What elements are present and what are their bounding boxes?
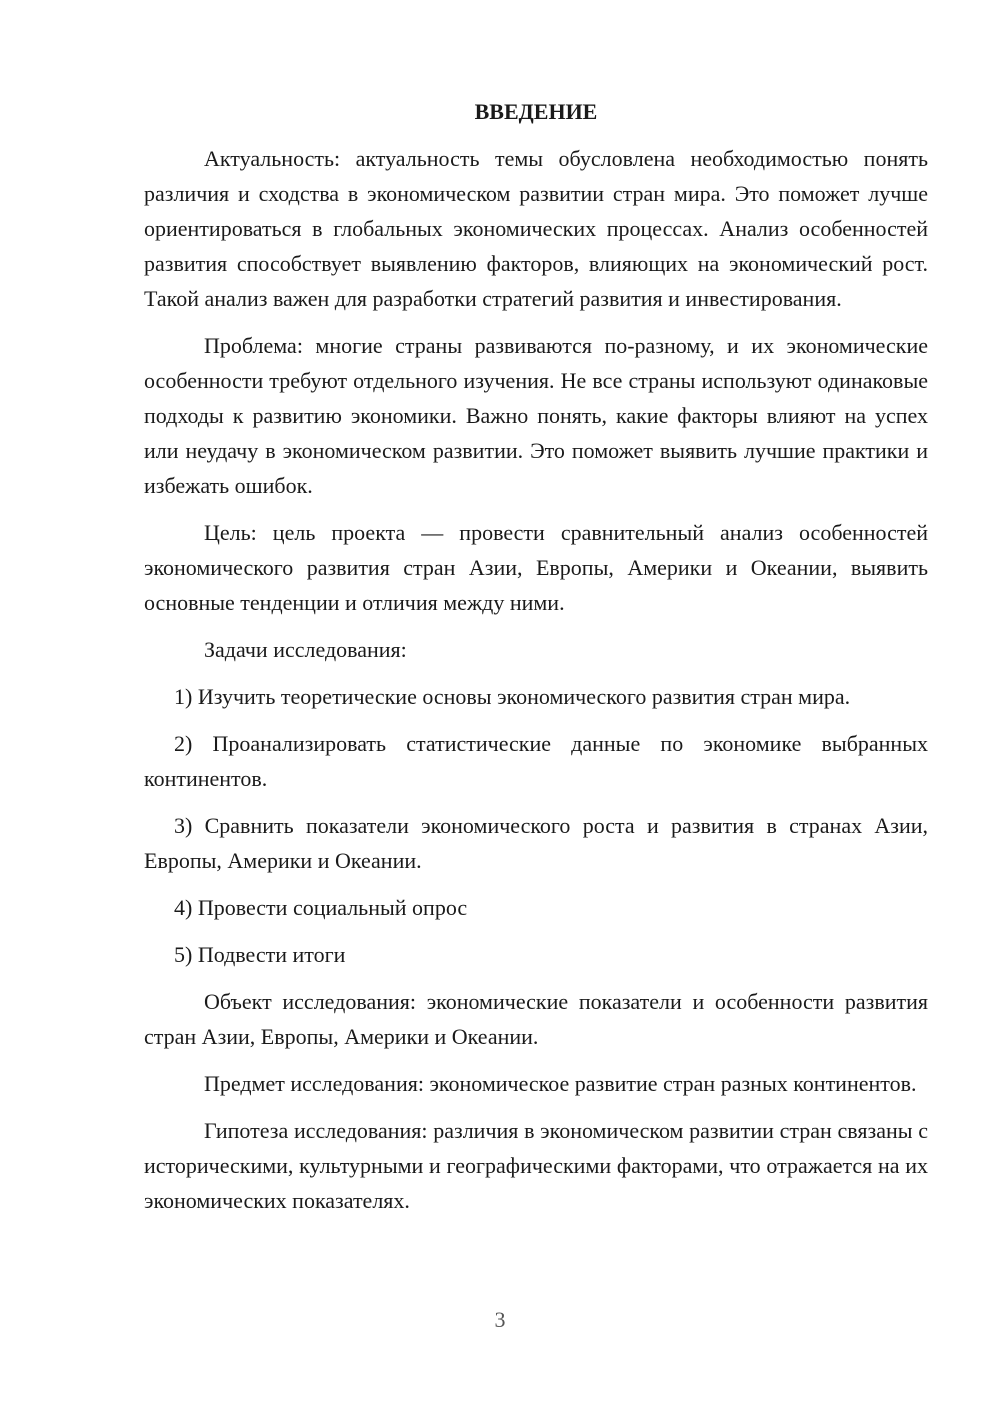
task-item-4: 4) Провести социальный опрос [174,895,468,920]
page-title: ВВЕДЕНИЕ [474,99,598,124]
page-number: 3 [494,1307,506,1332]
paragraph-goal: Цель: цель проекта — провести сравнительный анализ особенностей экономического развития стран Азии, Европы, Америки и Океании, выявить основные тенденции и отличия между ними. [144,520,928,615]
task-item-5: 5) Подвести итоги [174,942,346,967]
paragraph-object: Объект исследования: экономические показатели и особенности развития стран Азии, Европы, Америки и Океании. [144,989,928,1049]
paragraph-relevance: Актуальность: актуальность темы обусловлена необходимостью понять различия и сходства в экономическом развитии стран мира. Это поможет лучше ориентироваться в глобальных экономических процессах. Анализ особенностей развития способствует выявлению факторов, влияющих на экономический рост. Такой анализ важен для разработки стратегий развития и инвестирования. [144,146,928,311]
paragraph-hypothesis: Гипотеза исследования: различия в экономическом развитии стран связаны с историческими, культурными и географическими факторами, что отражается на их экономических показателях. [144,1118,928,1213]
task-item-2: 2) Проанализировать статистические данные по экономике выбранных континентов. [144,731,928,791]
document-page [144,94,928,1230]
task-item-1: 1) Изучить теоретические основы экономического развития стран мира. [174,684,851,709]
task-item-3: 3) Сравнить показатели экономического роста и развития в странах Азии, Европы, Америки и Океании. [144,813,928,873]
tasks-title: Задачи исследования: [204,637,407,662]
paragraph-problem: Проблема: многие страны развиваются по-разному, и их экономические особенности требуют отдельного изучения. Не все страны используют одинаковые подходы к развитию экономики. Важно понять, какие факторы влияют на успех или неудачу в экономическом развитии. Это поможет выявить лучшие практики и избежать ошибок. [144,333,928,498]
paragraph-subject: Предмет исследования: экономическое развитие стран разных континентов. [204,1071,917,1096]
